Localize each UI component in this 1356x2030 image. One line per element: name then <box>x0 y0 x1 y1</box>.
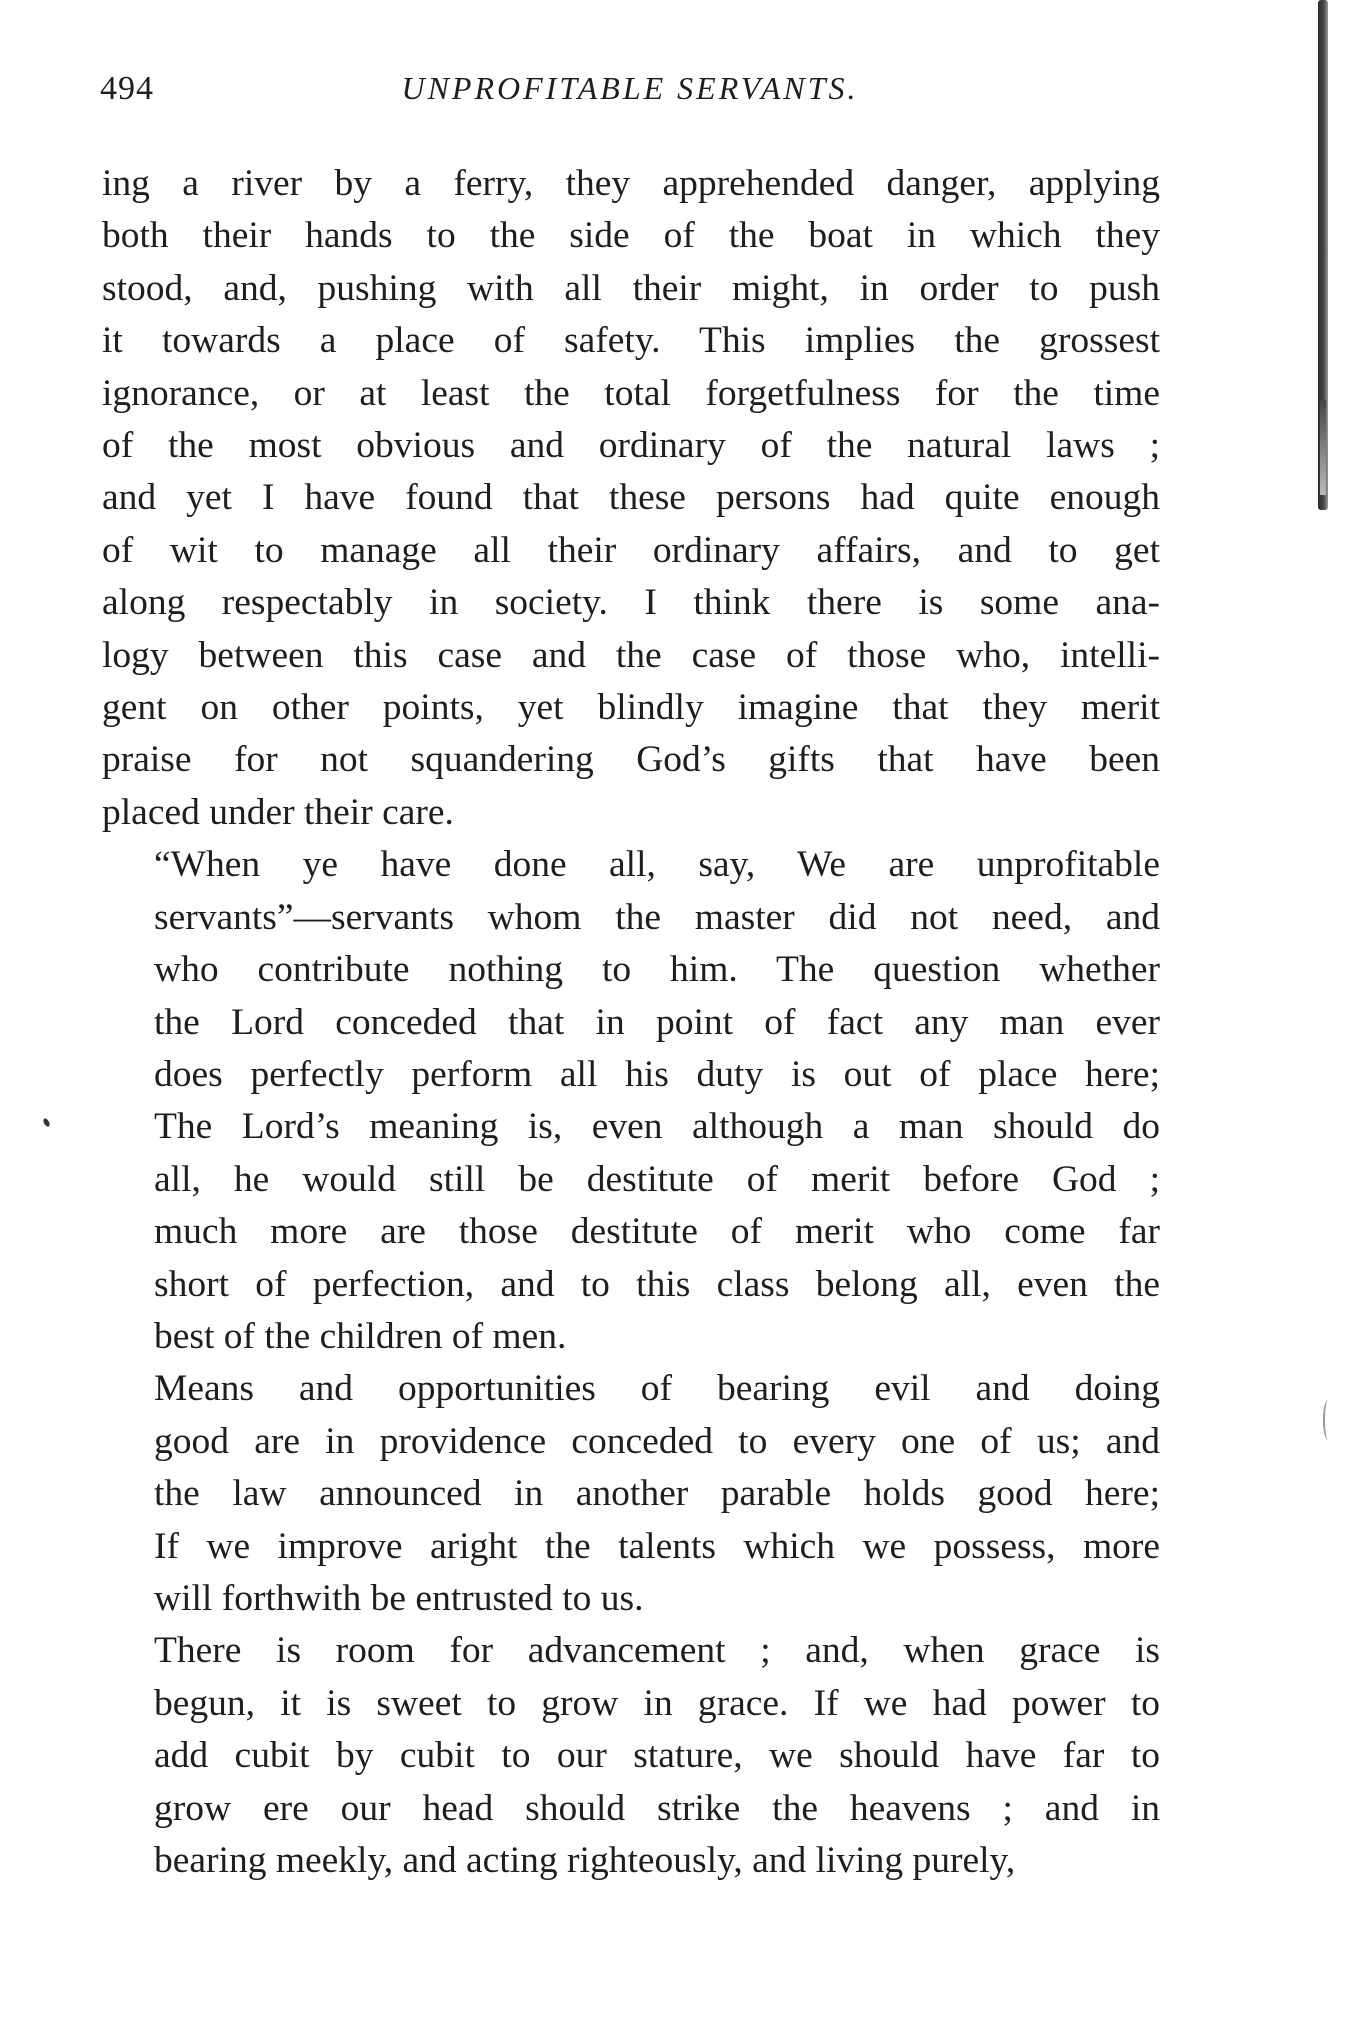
text-line: and yet I have found that these persons had quite enough <box>102 477 1160 519</box>
text-line: will forthwith be entrusted to us. <box>154 1577 644 1619</box>
text-line: does perfectly perform all his duty is out of place here; <box>154 1053 1160 1095</box>
text-line: along respectably in society. I think there is some ana- <box>102 582 1160 624</box>
text-line: begun, it is sweet to grow in grace. If we had power to <box>154 1682 1160 1724</box>
ink-speck <box>42 1117 51 1127</box>
text-line: much more are those destitute of merit who come far <box>154 1211 1160 1253</box>
page-number: 494 <box>100 70 154 107</box>
scan-edge-fade <box>1320 400 1326 495</box>
text-line: short of perfection, and to this class belong all, even the <box>154 1263 1160 1305</box>
text-line: The Lord’s meaning is, even although a man should do <box>154 1106 1160 1148</box>
text-line: all, he would still be destitute of merit before God ; <box>154 1158 1160 1200</box>
margin-mark <box>1323 1400 1333 1440</box>
text-line: ignorance, or at least the total forgetfulness for the time <box>102 372 1160 414</box>
text-line: the Lord conceded that in point of fact any man ever <box>154 1001 1160 1043</box>
text-line: servants”—servants whom the master did not need, and <box>154 896 1160 938</box>
text-line: of wit to manage all their ordinary affairs, and to get <box>102 529 1160 571</box>
text-line: praise for not squandering God’s gifts that have been <box>102 739 1160 781</box>
text-line: the law announced in another parable holds good here; <box>154 1473 1160 1515</box>
paragraph <box>102 1363 1160 1625</box>
text-line: both their hands to the side of the boat in which they <box>102 215 1160 257</box>
text-line: Means and opportunities of bearing evil and doing <box>154 1368 1160 1410</box>
text-line: logy between this case and the case of those who, intelli- <box>102 634 1160 676</box>
page-header <box>100 70 1160 120</box>
text-line: of the most obvious and ordinary of the natural laws ; <box>102 425 1160 467</box>
text-line: bearing meekly, and acting righteously, and living purely, <box>154 1840 1016 1881</box>
text-line: who contribute nothing to him. The question whether <box>154 949 1160 991</box>
text-line: good are in providence conceded to every one of us; and <box>154 1420 1160 1462</box>
text-line: best of the children of men. <box>154 1315 567 1357</box>
text-line: gent on other points, yet blindly imagine that they merit <box>102 687 1160 729</box>
text-line: stood, and, pushing with all their might, in order to push <box>102 267 1160 309</box>
text-line: grow ere our head should strike the heavens ; and in <box>154 1787 1160 1829</box>
running-title: UNPROFITABLE SERVANTS. <box>401 70 859 106</box>
body-text <box>102 158 1160 1887</box>
paragraph <box>102 839 1160 1363</box>
text-line: “When ye have done all, say, We are unprofitable <box>154 844 1160 886</box>
text-line: ing a river by a ferry, they apprehended danger, applying <box>102 163 1160 204</box>
text-line: placed under their care. <box>102 791 454 833</box>
text-line: add cubit by cubit to our stature, we should have far to <box>154 1735 1160 1777</box>
text-line: There is room for advancement ; and, when grace is <box>154 1630 1160 1672</box>
text-line: If we improve aright the talents which we possess, more <box>154 1525 1160 1567</box>
text-line: it towards a place of safety. This implies the grossest <box>102 320 1160 362</box>
paragraph <box>102 158 1160 839</box>
paragraph <box>102 1625 1160 1887</box>
